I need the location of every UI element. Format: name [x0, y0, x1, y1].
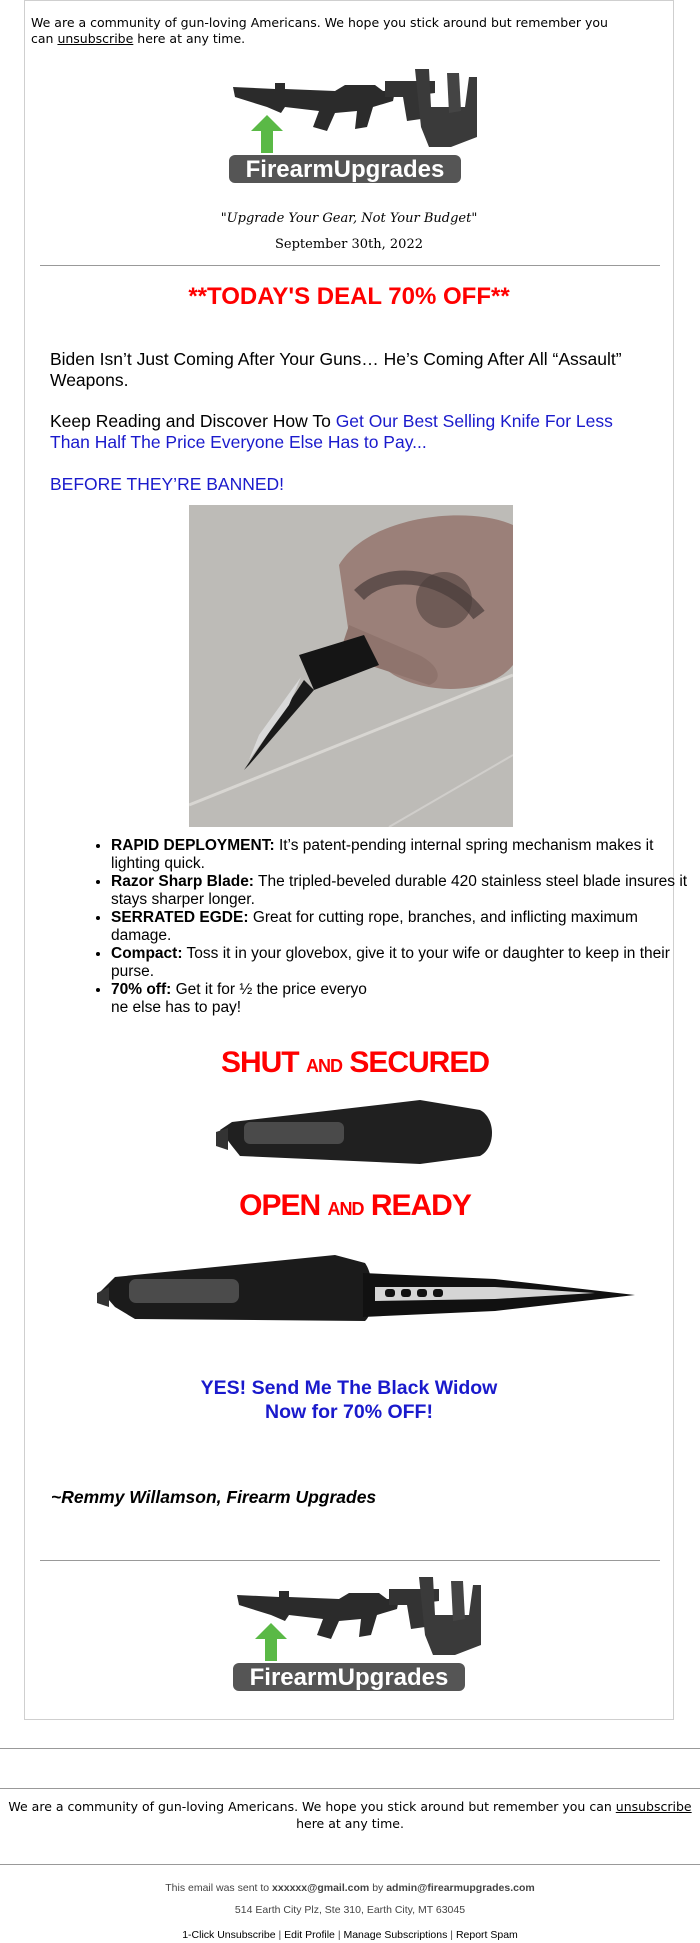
intro-text	[31, 15, 611, 47]
list-item	[111, 909, 695, 945]
and-text-2: AND	[327, 1199, 364, 1219]
list-item	[111, 981, 695, 1017]
offer-paragraph	[50, 411, 640, 453]
footer-divider-2	[0, 1788, 700, 1789]
sent-info	[0, 1882, 700, 1916]
divider	[40, 265, 660, 266]
footer-unsubscribe-link[interactable]: unsubscribe	[615, 1799, 692, 1814]
up-arrow-icon-2	[255, 1623, 287, 1661]
shut-secured-image[interactable]	[180, 1038, 530, 1178]
feature-text: The tripled-beveled durable 420 stainless steel blade insures it stays sharper longer.	[111, 873, 688, 908]
report-spam-link[interactable]: Report Spam	[455, 1929, 518, 1941]
sent-prefix: This email was sent to	[165, 1882, 270, 1894]
cta-line-1[interactable]: YES! Send Me The Black Widow	[200, 1377, 498, 1399]
knife-photo[interactable]	[189, 505, 513, 827]
sender-email: admin@firearmupgrades.com	[386, 1882, 535, 1894]
issue-date: September 30th, 2022	[274, 237, 423, 252]
email-card	[24, 0, 688, 1720]
deal-headline: **TODAY'S DEAL 70% OFF**	[188, 283, 510, 310]
mailing-address: 514 Earth City Plz, Ste 310, Earth City, MT 63045	[234, 1904, 466, 1916]
offer-link[interactable]: Get Our Best Selling Knife For Less Than Half The Price Everyone Else Has to Pay...	[50, 411, 613, 452]
firearm-upgrades-logo[interactable]	[215, 67, 485, 192]
one-click-unsubscribe-link[interactable]: 1-Click Unsubscribe	[182, 1929, 276, 1941]
footer-intro-end: here at any time.	[296, 1816, 404, 1831]
manage-subscriptions-link[interactable]: Manage Subscriptions	[343, 1929, 448, 1941]
feature-label: Razor Sharp Blade:	[111, 873, 254, 890]
and-text: AND	[305, 1056, 342, 1076]
feature-text: Get it for ½ the price everyo	[175, 981, 367, 998]
unsubscribe-link[interactable]: unsubscribe	[57, 31, 134, 46]
firearm-upgrades-logo-footer[interactable]	[219, 1575, 489, 1700]
logo-wordmark-2: FirearmUpgrades	[249, 1664, 449, 1691]
feature-label: SERRATED EGDE:	[111, 909, 249, 926]
shut-text: SHUT	[220, 1046, 299, 1079]
feature-text-cont: ne else has to pay!	[111, 999, 242, 1016]
divider-2	[40, 1560, 660, 1561]
feature-label: Compact:	[111, 945, 183, 962]
cta-line-2[interactable]: Now for 70% OFF!	[265, 1401, 433, 1423]
intro-sentence: We are a community of gun-loving Americans. We hope you stick around but remember you can	[31, 15, 608, 46]
open-ready-image[interactable]	[75, 1181, 635, 1331]
cta-link[interactable]	[25, 1376, 673, 1424]
feature-text: Great for cutting rope, branches, and inflicting maximum damage.	[111, 909, 638, 944]
list-item	[111, 837, 695, 873]
feature-label: 70% off:	[111, 981, 172, 998]
footer-intro	[0, 1798, 700, 1832]
footer-divider-1	[0, 1748, 700, 1749]
open-text: OPEN	[239, 1189, 321, 1222]
banned-link[interactable]: BEFORE THEY’RE BANNED!	[50, 474, 285, 494]
ready-text: READY	[370, 1189, 471, 1222]
signature: ~Remmy Willamson, Firearm Upgrades	[51, 1487, 377, 1507]
recipient-email: xxxxxx@gmail.com	[272, 1882, 370, 1894]
secured-text: SECURED	[349, 1046, 490, 1079]
feature-label: RAPID DEPLOYMENT:	[111, 837, 275, 854]
sent-by: by	[372, 1882, 384, 1894]
feature-list	[89, 837, 695, 1017]
svg-text:SHUT AND SECUR	[221, 1046, 489, 1079]
offer-prefix: Keep Reading and Discover How To	[50, 411, 331, 431]
tagline: "Upgrade Your Gear, Not Your Budget"	[220, 211, 478, 226]
up-arrow-icon	[251, 115, 283, 153]
intro-end: here at any time.	[137, 31, 246, 46]
feature-text: Toss it in your glovebox, give it to your wife or daughter to keep in their purse.	[111, 945, 670, 980]
footer-intro-sentence: We are a community of gun-loving Americans. We hope you stick around but remember you can	[8, 1799, 612, 1814]
footer-links: 1-Click Unsubscribe | Edit Profile | Manage Subscriptions | Report Spam	[182, 1929, 518, 1941]
svg-text:OPEN AND READY	[239, 1189, 472, 1222]
footer-divider-3	[0, 1864, 700, 1865]
edit-profile-link[interactable]: Edit Profile	[284, 1929, 335, 1941]
feature-text: It’s patent-pending internal spring mechanism makes it lighting quick.	[111, 837, 654, 872]
rifle-icon	[233, 83, 395, 131]
logo-wordmark: FirearmUpgrades	[245, 156, 445, 183]
intro-paragraph: Biden Isn’t Just Coming After Your Guns… He’s Coming After All “Assault” Weapons.	[50, 349, 622, 390]
list-item	[111, 873, 695, 909]
list-item	[111, 945, 695, 981]
